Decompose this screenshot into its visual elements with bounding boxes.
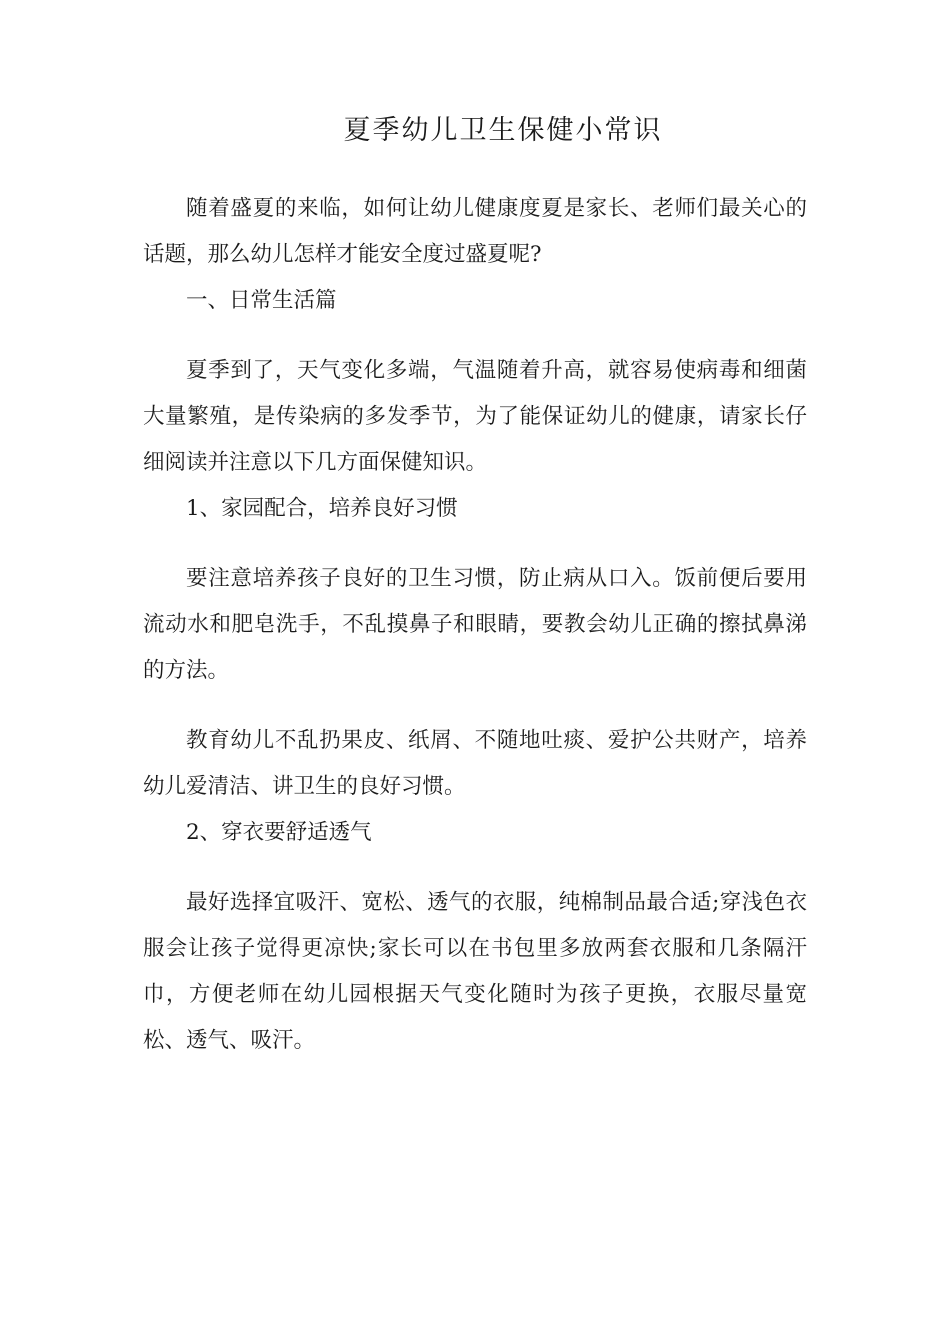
hygiene-habits-paragraph: 要注意培养孩子良好的卫生习惯，防止病从口入。饭前便后要用流动水和肥皂洗手，不乱摸鼻子和眼睛，要教会幼儿正确的擦拭鼻涕的方法。 (143, 566, 807, 683)
document-title: 夏季幼儿卫生保健小常识 (343, 115, 663, 146)
section-heading-daily-life: 一、日常生活篇 (186, 288, 337, 313)
intro-paragraph: 随着盛夏的来临，如何让幼儿健康度夏是家长、老师们最关心的话题，那么幼儿怎样才能安全度过盛夏呢? (143, 196, 807, 267)
clothing-paragraph: 最好选择宜吸汗、宽松、透气的衣服，纯棉制品最合适;穿浅色衣服会让孩子觉得更凉快;家长可以在书包里多放两套衣服和几条隔汗巾，方便老师在幼儿园根据天气变化随时为孩子更换，衣服尽量宽松、透气、吸汗。 (143, 890, 807, 1053)
item-heading-home-school: 1、家园配合，培养良好习惯 (186, 496, 458, 521)
item-heading-clothing: 2、穿衣要舒适透气 (186, 820, 372, 845)
cleanliness-paragraph: 教育幼儿不乱扔果皮、纸屑、不随地吐痰、爱护公共财产，培养幼儿爱清洁、讲卫生的良好习惯。 (143, 728, 807, 799)
daily-life-paragraph: 夏季到了，天气变化多端，气温随着升高，就容易使病毒和细菌大量繁殖，是传染病的多发季节，为了能保证幼儿的健康，请家长仔细阅读并注意以下几方面保健知识。 (143, 358, 807, 475)
document-body (143, 104, 807, 1064)
